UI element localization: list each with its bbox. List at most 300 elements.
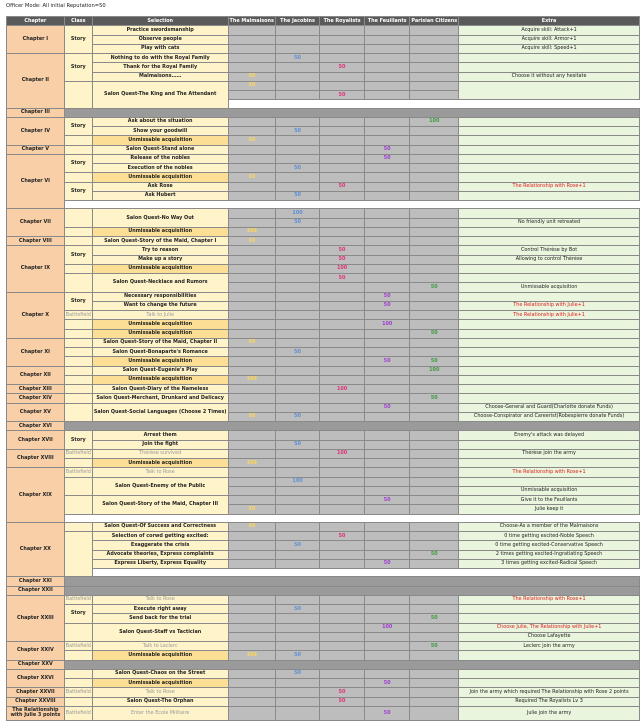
reputation-value xyxy=(410,237,459,246)
selection-cell: Unmissable acquisition xyxy=(92,329,228,338)
extra-cell: Julie keep it xyxy=(459,505,640,514)
extra-cell: Unmissable acquisition xyxy=(459,283,640,292)
reputation-value xyxy=(228,477,275,486)
reputation-value xyxy=(364,412,409,421)
class-cell xyxy=(64,136,92,145)
chapter-cell: Chapter XXII xyxy=(7,586,65,595)
reputation-value xyxy=(364,385,409,394)
table-row xyxy=(7,154,640,163)
reputation-value xyxy=(364,54,409,63)
extra-cell: 2 times getting excited-Ingratiating Speech xyxy=(459,550,640,559)
reputation-value: 50 xyxy=(410,642,459,651)
section-band xyxy=(64,422,639,431)
reputation-value xyxy=(275,486,319,495)
reputation-value xyxy=(320,559,365,568)
table-row xyxy=(7,81,640,90)
extra-cell: Thérèse join the army xyxy=(459,449,640,458)
selection-cell: Salon Quest-No Way Out xyxy=(92,209,228,228)
reputation-value xyxy=(228,541,275,550)
reputation-value: 100 xyxy=(410,366,459,375)
table-row xyxy=(7,449,640,458)
chapter-cell: Chapter XVI xyxy=(7,422,65,431)
table-row xyxy=(7,264,640,273)
extra-cell xyxy=(459,679,640,688)
table-row xyxy=(7,614,640,623)
reputation-value xyxy=(410,431,459,440)
reputation-value xyxy=(228,357,275,366)
reputation-value xyxy=(275,496,319,505)
table-row xyxy=(7,385,640,394)
reputation-value xyxy=(228,348,275,357)
class-cell xyxy=(64,496,92,515)
selection-cell: Salon Quest-Story of the Maid, Chapter II xyxy=(92,338,228,347)
reputation-value xyxy=(410,72,459,81)
selection-cell: Express Liberty, Express Equality xyxy=(92,559,228,568)
reputation-value xyxy=(410,697,459,706)
reputation-value xyxy=(228,614,275,623)
reputation-value xyxy=(228,385,275,394)
reputation-value xyxy=(228,595,275,604)
selection-cell: Salon Quest-Story of the Maid, Chapter III xyxy=(92,496,228,515)
class-cell xyxy=(64,623,92,642)
reputation-value xyxy=(228,642,275,651)
reputation-value xyxy=(410,459,459,468)
reputation-value xyxy=(320,127,365,136)
table-row xyxy=(7,136,640,145)
class-cell: Story xyxy=(64,117,92,136)
extra-cell xyxy=(459,338,640,347)
reputation-value xyxy=(320,117,365,126)
extra-cell xyxy=(459,191,640,200)
reputation-value xyxy=(364,366,409,375)
selection-cell: Advocate theories, Express complaints xyxy=(92,550,228,559)
reputation-value xyxy=(228,292,275,301)
table-row xyxy=(7,26,640,35)
selection-cell: Exaggerate the crisis xyxy=(92,541,228,550)
table-row xyxy=(7,459,640,468)
class-cell: Story xyxy=(64,605,92,624)
table-row xyxy=(7,191,640,200)
reputation-value xyxy=(410,218,459,227)
reputation-value xyxy=(275,311,319,320)
extra-cell: Acquire skill: Attack+1 xyxy=(459,26,640,35)
reputation-value xyxy=(275,522,319,531)
class-cell: Story xyxy=(64,26,92,54)
reputation-value xyxy=(275,357,319,366)
class-cell xyxy=(64,264,92,273)
reputation-value xyxy=(275,449,319,458)
selection-cell: Unmissable acquisition xyxy=(92,320,228,329)
extra-cell: Acquire skill: Armor+1 xyxy=(459,35,640,44)
reputation-value xyxy=(364,136,409,145)
reputation-value xyxy=(228,182,275,191)
chapter-cell: Chapter VII xyxy=(7,209,65,237)
reputation-value xyxy=(364,605,409,614)
table-row xyxy=(7,375,640,384)
class-cell xyxy=(64,237,92,246)
table-row xyxy=(7,532,640,541)
class-cell xyxy=(64,385,92,394)
chapter-cell: Chapter XXV xyxy=(7,660,65,669)
selection-cell: Unmissable acquisition xyxy=(92,651,228,660)
reputation-value xyxy=(275,26,319,35)
extra-cell xyxy=(459,440,640,449)
reputation-value xyxy=(364,209,409,218)
class-cell xyxy=(64,209,92,228)
reputation-value xyxy=(275,292,319,301)
reputation-value xyxy=(275,431,319,440)
table-row xyxy=(7,255,640,264)
reputation-value: 50 xyxy=(275,191,319,200)
extra-cell: Acquire skill: Speed+1 xyxy=(459,44,640,53)
reputation-value: 50 xyxy=(275,127,319,136)
reputation-value: 50 xyxy=(320,182,365,191)
chapter-cell: Chapter V xyxy=(7,145,65,154)
extra-cell: The Relationship with Rose+1 xyxy=(459,468,640,477)
extra-cell xyxy=(459,237,640,246)
reputation-value: 50 xyxy=(228,237,275,246)
table-row xyxy=(7,623,640,632)
reputation-value: 100 xyxy=(410,117,459,126)
reputation-value: 50 xyxy=(320,255,365,264)
table-row xyxy=(7,586,640,595)
reputation-value xyxy=(320,145,365,154)
reputation-value xyxy=(275,394,319,403)
class-cell xyxy=(64,320,92,329)
reputation-value xyxy=(228,209,275,218)
table-row xyxy=(7,201,640,209)
table-row xyxy=(7,366,640,375)
reputation-value xyxy=(364,394,409,403)
class-cell xyxy=(64,274,92,293)
reputation-value xyxy=(228,154,275,163)
selection-cell: Unmissable acquisition xyxy=(92,136,228,145)
reputation-value: 100 xyxy=(228,651,275,660)
reputation-value xyxy=(320,292,365,301)
reputation-value xyxy=(364,274,409,283)
chapter-cell: Chapter XII xyxy=(7,366,65,385)
class-cell xyxy=(64,477,92,496)
class-cell xyxy=(64,227,92,236)
reputation-value xyxy=(410,412,459,421)
extra-cell: 0 time getting excited-Noble Speech xyxy=(459,532,640,541)
table-row xyxy=(7,403,640,412)
reputation-value xyxy=(228,164,275,173)
extra-cell: Unmissable acquisition xyxy=(459,486,640,495)
reputation-value: 50 xyxy=(228,412,275,421)
reputation-value xyxy=(410,320,459,329)
reputation-value xyxy=(228,449,275,458)
sheet-caption: Officer Mode: All initial Reputation=50 xyxy=(6,3,106,9)
extra-cell: Join the army which required The Relationship with Rose 2 points xyxy=(459,688,640,697)
selection-cell: Unmissable acquisition xyxy=(92,679,228,688)
reputation-value xyxy=(228,329,275,338)
reputation-value xyxy=(364,246,409,255)
table-row xyxy=(7,237,640,246)
reputation-value xyxy=(275,679,319,688)
table-row xyxy=(7,642,640,651)
reputation-value xyxy=(228,274,275,283)
chapter-cell: Chapter IX xyxy=(7,246,65,292)
chapter-cell: Chapter IV xyxy=(7,117,65,145)
header-royalists: The Royalists xyxy=(320,17,365,26)
header-chapter: Chapter xyxy=(7,17,65,26)
reputation-value xyxy=(410,688,459,697)
reputation-value: 100 xyxy=(364,320,409,329)
selection-cell: Play with cats xyxy=(92,44,228,53)
selection-cell: Talk to Rose xyxy=(92,468,228,477)
extra-cell: Choose Julie, The Relationship with Julie+1 xyxy=(459,623,640,632)
reputation-value xyxy=(410,311,459,320)
reputation-value: 100 xyxy=(275,477,319,486)
selection-cell: Thérèse survived xyxy=(92,449,228,458)
reputation-value xyxy=(320,164,365,173)
reputation-value: 50 xyxy=(364,559,409,568)
class-cell xyxy=(64,403,92,422)
reputation-value xyxy=(275,173,319,182)
reputation-value xyxy=(364,218,409,227)
reputation-value xyxy=(275,91,319,100)
table-row xyxy=(7,679,640,688)
chapter-cell: Chapter XVIII xyxy=(7,449,65,468)
reputation-value xyxy=(228,632,275,641)
reputation-value xyxy=(275,227,319,236)
reputation-value xyxy=(320,283,365,292)
selection-cell: Arrest them xyxy=(92,431,228,440)
reputation-value xyxy=(228,605,275,614)
reputation-value xyxy=(228,145,275,154)
reputation-value xyxy=(320,136,365,145)
chapter-cell: Chapter XXI xyxy=(7,577,65,586)
extra-cell: Choose-Conspirator and Careerist(Robespierre donate Funds) xyxy=(459,412,640,421)
selection-cell: Salon Quest-Enemy of the Public xyxy=(92,477,228,496)
reputation-value xyxy=(364,237,409,246)
reputation-value xyxy=(410,449,459,458)
reputation-value xyxy=(320,623,365,632)
reputation-value xyxy=(364,532,409,541)
reputation-value xyxy=(320,468,365,477)
reputation-value xyxy=(320,191,365,200)
extra-cell xyxy=(459,164,640,173)
table-row xyxy=(7,63,640,72)
reputation-value xyxy=(320,173,365,182)
reputation-value xyxy=(320,301,365,310)
class-cell xyxy=(64,459,92,468)
extra-cell xyxy=(459,117,640,126)
table-row xyxy=(7,595,640,604)
reputation-value: 50 xyxy=(320,91,365,100)
reputation-value xyxy=(364,117,409,126)
table-row xyxy=(7,440,640,449)
reputation-value xyxy=(364,81,409,90)
extra-cell: Enemy's attack was delayed xyxy=(459,431,640,440)
selection-cell: Unmissable acquisition xyxy=(92,173,228,182)
extra-cell: Choose-General and Guard(Charlotte donate Funds) xyxy=(459,403,640,412)
extra-cell xyxy=(459,394,640,403)
reputation-value xyxy=(364,329,409,338)
reputation-value: 100 xyxy=(320,449,365,458)
reputation-value xyxy=(320,375,365,384)
table-row xyxy=(7,422,640,431)
reputation-value xyxy=(410,706,459,720)
reputation-value xyxy=(364,431,409,440)
reputation-value: 50 xyxy=(228,72,275,81)
reputation-value xyxy=(320,154,365,163)
class-cell xyxy=(64,348,92,357)
selection-cell: Observe people xyxy=(92,35,228,44)
reputation-value xyxy=(364,191,409,200)
selection-cell: Practice swordsmanship xyxy=(92,26,228,35)
reputation-value: 50 xyxy=(228,173,275,182)
header-row xyxy=(7,17,640,26)
table-row xyxy=(7,311,640,320)
chapter-cell: Chapter XV xyxy=(7,403,65,422)
selection-cell: Salon Quest-Eugénie's Play xyxy=(92,366,228,375)
selection-cell: Send back for the trial xyxy=(92,614,228,623)
reputation-value xyxy=(228,320,275,329)
extra-cell xyxy=(459,264,640,273)
reputation-value xyxy=(364,35,409,44)
reputation-value xyxy=(410,403,459,412)
reputation-value xyxy=(275,532,319,541)
reputation-value xyxy=(410,209,459,218)
reputation-value xyxy=(410,173,459,182)
chapter-cell: Chapter XI xyxy=(7,338,65,366)
reputation-value xyxy=(275,375,319,384)
extra-cell xyxy=(459,81,640,100)
reputation-value xyxy=(364,26,409,35)
table-row xyxy=(7,320,640,329)
reputation-value xyxy=(364,505,409,514)
reputation-value xyxy=(410,301,459,310)
table-row xyxy=(7,669,640,678)
reputation-value xyxy=(410,532,459,541)
reputation-value xyxy=(364,173,409,182)
reputation-value xyxy=(228,191,275,200)
reputation-value: 50 xyxy=(364,679,409,688)
chapter-cell: Chapter XIV xyxy=(7,394,65,403)
reputation-value xyxy=(228,623,275,632)
chapter-cell: Chapter XXVII xyxy=(7,688,65,697)
reputation-value xyxy=(410,679,459,688)
reputation-value xyxy=(320,72,365,81)
reputation-value xyxy=(228,44,275,53)
extra-cell xyxy=(459,209,640,218)
reputation-value xyxy=(320,431,365,440)
reputation-value xyxy=(410,632,459,641)
class-cell xyxy=(64,651,92,660)
reputation-value xyxy=(410,651,459,660)
reputation-value xyxy=(364,182,409,191)
reputation-value xyxy=(410,522,459,531)
header-parisian-citizens: Parisian Citizens xyxy=(410,17,459,26)
selection-cell: Salon Quest-The Orphan xyxy=(92,697,228,706)
extra-cell xyxy=(459,136,640,145)
table-row xyxy=(7,292,640,301)
reputation-value xyxy=(228,440,275,449)
header-malmaisons: The Malmaisons xyxy=(228,17,275,26)
table-row xyxy=(7,660,640,669)
table-row xyxy=(7,44,640,53)
extra-cell: Choose Lafayette xyxy=(459,632,640,641)
table-row xyxy=(7,108,640,117)
reputation-value xyxy=(228,63,275,72)
reputation-value xyxy=(320,320,365,329)
reputation-value xyxy=(410,136,459,145)
selection-cell: Try to reason xyxy=(92,246,228,255)
reputation-value xyxy=(410,164,459,173)
chapter-cell: Chapter II xyxy=(7,54,65,109)
extra-cell xyxy=(459,348,640,357)
reputation-value: 50 xyxy=(364,145,409,154)
reputation-value xyxy=(410,292,459,301)
reputation-value xyxy=(228,54,275,63)
class-cell: Battlefield xyxy=(64,311,92,320)
reputation-value xyxy=(275,642,319,651)
reputation-value xyxy=(410,182,459,191)
reputation-value: 50 xyxy=(364,301,409,310)
reputation-value xyxy=(410,541,459,550)
reputation-value: 50 xyxy=(320,532,365,541)
reputation-value xyxy=(364,311,409,320)
selection-cell: Selection of corwd getting excited: xyxy=(92,532,228,541)
table-row xyxy=(7,706,640,720)
reputation-value xyxy=(364,669,409,678)
reputation-value xyxy=(410,81,459,90)
reputation-value xyxy=(275,595,319,604)
reputation-value xyxy=(320,440,365,449)
chapter-cell: Chapter XIX xyxy=(7,468,65,523)
reputation-value xyxy=(320,642,365,651)
reputation-value xyxy=(364,468,409,477)
chapter-cell: Chapter XIII xyxy=(7,385,65,394)
chapter-cell: Chapter XXIV xyxy=(7,642,65,661)
selection-cell: Salon Quest-Staff vs Tactician xyxy=(92,623,228,642)
extra-cell: No friendly unit retreated xyxy=(459,218,640,227)
reputation-value xyxy=(228,532,275,541)
selection-cell: Unmissable acquisition xyxy=(92,357,228,366)
selection-cell: Talk to Leclerc xyxy=(92,642,228,651)
reputation-value xyxy=(228,264,275,273)
table-row xyxy=(7,468,640,477)
reputation-value xyxy=(275,63,319,72)
reputation-value xyxy=(320,595,365,604)
selection-cell: Talk to Rose xyxy=(92,688,228,697)
extra-cell: Julie join the army xyxy=(459,706,640,720)
chapter-cell: Chapter I xyxy=(7,26,65,54)
table-row xyxy=(7,522,640,531)
class-cell xyxy=(64,366,92,375)
reputation-value: 100 xyxy=(228,227,275,236)
reputation-value xyxy=(228,697,275,706)
table-row xyxy=(7,348,640,357)
table-row xyxy=(7,164,640,173)
reputation-value xyxy=(228,669,275,678)
extra-cell xyxy=(459,605,640,614)
selection-cell: Show your goodwill xyxy=(92,127,228,136)
table-row xyxy=(7,227,640,236)
reputation-value: 100 xyxy=(228,375,275,384)
reputation-value xyxy=(275,697,319,706)
extra-cell: The Relationship with Julie+1 xyxy=(459,311,640,320)
reputation-value xyxy=(410,26,459,35)
selection-cell: Salon Quest-Chaos on the Street xyxy=(92,669,228,678)
reputation-value xyxy=(364,459,409,468)
extra-cell: Required The Royalists Lv 3 xyxy=(459,697,640,706)
reputation-value xyxy=(364,642,409,651)
reputation-value: 100 xyxy=(275,209,319,218)
table-row xyxy=(7,697,640,706)
